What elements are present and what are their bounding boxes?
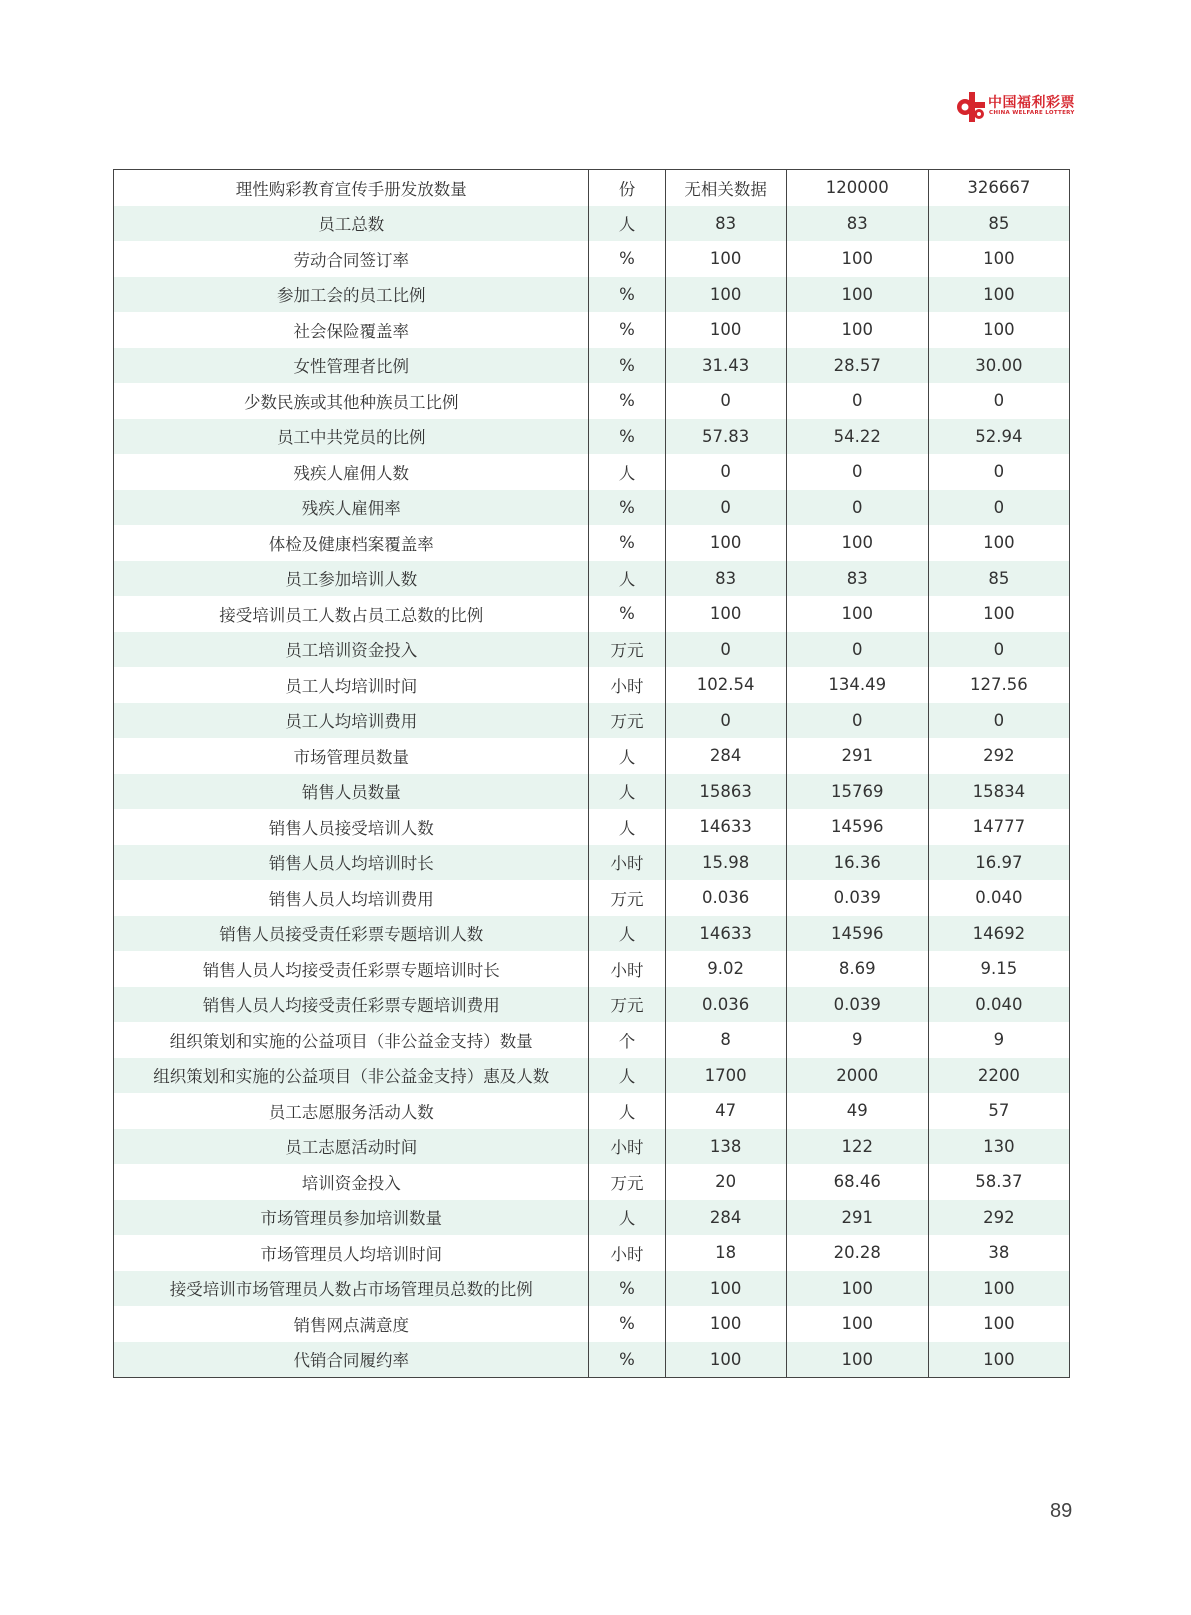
value-cell-col1: 57.83 [665, 419, 786, 455]
unit-cell: 份 [589, 170, 665, 206]
value-cell-col2: 14596 [786, 809, 928, 845]
table-row [114, 1306, 1070, 1342]
table-row [114, 1129, 1070, 1165]
value-cell-col2: 16.36 [786, 845, 928, 881]
value-cell-col3: 85 [928, 561, 1069, 597]
value-cell-col3: 30.00 [928, 348, 1069, 384]
table-row [114, 774, 1070, 810]
metric-name-cell: 市场管理员人均培训时间 [114, 1235, 589, 1271]
value-cell-col3: 326667 [928, 170, 1069, 206]
value-cell-col3: 9 [928, 1022, 1069, 1058]
metric-name-cell: 体检及健康档案覆盖率 [114, 525, 589, 561]
indicator-table [113, 169, 1070, 1378]
value-cell-col2: 0 [786, 454, 928, 490]
table-row [114, 667, 1070, 703]
metric-name-cell: 员工人均培训费用 [114, 703, 589, 739]
value-cell-col2: 14596 [786, 916, 928, 952]
value-cell-col1: 15863 [665, 774, 786, 810]
unit-cell: % [589, 1342, 665, 1378]
table-row [114, 703, 1070, 739]
value-cell-col1: 284 [665, 738, 786, 774]
table-row [114, 1235, 1070, 1271]
value-cell-col3: 0 [928, 632, 1069, 668]
table-row [114, 1342, 1070, 1378]
metric-name-cell: 销售人员接受培训人数 [114, 809, 589, 845]
value-cell-col2: 100 [786, 1271, 928, 1307]
value-cell-col2: 0.039 [786, 880, 928, 916]
metric-name-cell: 销售人员数量 [114, 774, 589, 810]
value-cell-col1: 100 [665, 312, 786, 348]
value-cell-col2: 9 [786, 1022, 928, 1058]
unit-cell: 小时 [589, 1129, 665, 1165]
metric-name-cell: 理性购彩教育宣传手册发放数量 [114, 170, 589, 206]
value-cell-col3: 0 [928, 703, 1069, 739]
value-cell-col1: 9.02 [665, 951, 786, 987]
metric-name-cell: 市场管理员数量 [114, 738, 589, 774]
value-cell-col1: 15.98 [665, 845, 786, 881]
table-row [114, 1022, 1070, 1058]
lottery-emblem-icon [955, 90, 987, 124]
metric-name-cell: 员工中共党员的比例 [114, 419, 589, 455]
page-number: 89 [1050, 1500, 1073, 1522]
unit-cell: % [589, 596, 665, 632]
value-cell-col3: 9.15 [928, 951, 1069, 987]
value-cell-col3: 38 [928, 1235, 1069, 1271]
value-cell-col2: 291 [786, 1200, 928, 1236]
unit-cell: 人 [589, 206, 665, 242]
metric-name-cell: 销售人员人均培训费用 [114, 880, 589, 916]
value-cell-col3: 0 [928, 383, 1069, 419]
unit-cell: % [589, 419, 665, 455]
value-cell-col2: 2000 [786, 1058, 928, 1094]
value-cell-col1: 47 [665, 1093, 786, 1129]
unit-cell: 人 [589, 1093, 665, 1129]
value-cell-col2: 68.46 [786, 1164, 928, 1200]
value-cell-col3: 0.040 [928, 987, 1069, 1023]
value-cell-col3: 0 [928, 490, 1069, 526]
value-cell-col2: 0 [786, 383, 928, 419]
value-cell-col1: 100 [665, 277, 786, 313]
value-cell-col1: 100 [665, 1306, 786, 1342]
table-row [114, 419, 1070, 455]
value-cell-col3: 14777 [928, 809, 1069, 845]
value-cell-col3: 100 [928, 241, 1069, 277]
value-cell-col1: 100 [665, 525, 786, 561]
table-row [114, 738, 1070, 774]
value-cell-col3: 16.97 [928, 845, 1069, 881]
unit-cell: 万元 [589, 987, 665, 1023]
unit-cell: % [589, 1306, 665, 1342]
metric-name-cell: 销售人员接受责任彩票专题培训人数 [114, 916, 589, 952]
china-welfare-lottery-logo [955, 90, 1080, 126]
value-cell-col1: 100 [665, 1271, 786, 1307]
metric-name-cell: 劳动合同签订率 [114, 241, 589, 277]
metric-name-cell: 员工人均培训时间 [114, 667, 589, 703]
value-cell-col1: 0 [665, 490, 786, 526]
table-row [114, 1058, 1070, 1094]
value-cell-col3: 292 [928, 1200, 1069, 1236]
table-row [114, 383, 1070, 419]
value-cell-col3: 100 [928, 596, 1069, 632]
value-cell-col1: 18 [665, 1235, 786, 1271]
value-cell-col1: 284 [665, 1200, 786, 1236]
table-row [114, 809, 1070, 845]
table-row [114, 348, 1070, 384]
value-cell-col3: 292 [928, 738, 1069, 774]
value-cell-col1: 0 [665, 703, 786, 739]
value-cell-col2: 100 [786, 277, 928, 313]
metric-name-cell: 销售网点满意度 [114, 1306, 589, 1342]
table-row [114, 987, 1070, 1023]
unit-cell: 小时 [589, 951, 665, 987]
metric-name-cell: 销售人员人均接受责任彩票专题培训费用 [114, 987, 589, 1023]
value-cell-col3: 14692 [928, 916, 1069, 952]
value-cell-col1: 0.036 [665, 987, 786, 1023]
table-row [114, 880, 1070, 916]
value-cell-col2: 100 [786, 1342, 928, 1378]
unit-cell: % [589, 490, 665, 526]
unit-cell: 人 [589, 1200, 665, 1236]
metric-name-cell: 员工志愿服务活动人数 [114, 1093, 589, 1129]
unit-cell: % [589, 241, 665, 277]
value-cell-col1: 0 [665, 383, 786, 419]
unit-cell: 万元 [589, 703, 665, 739]
unit-cell: % [589, 348, 665, 384]
unit-cell: 人 [589, 1058, 665, 1094]
value-cell-col1: 14633 [665, 809, 786, 845]
unit-cell: 人 [589, 561, 665, 597]
value-cell-col3: 100 [928, 1342, 1069, 1378]
unit-cell: 小时 [589, 667, 665, 703]
metric-name-cell: 员工培训资金投入 [114, 632, 589, 668]
table-row [114, 490, 1070, 526]
metric-name-cell: 参加工会的员工比例 [114, 277, 589, 313]
value-cell-col1: 8 [665, 1022, 786, 1058]
value-cell-col2: 100 [786, 1306, 928, 1342]
unit-cell: 万元 [589, 632, 665, 668]
value-cell-col3: 85 [928, 206, 1069, 242]
metric-name-cell: 员工志愿活动时间 [114, 1129, 589, 1165]
unit-cell: % [589, 312, 665, 348]
value-cell-col2: 0 [786, 632, 928, 668]
table-row [114, 525, 1070, 561]
value-cell-col3: 52.94 [928, 419, 1069, 455]
value-cell-col2: 100 [786, 241, 928, 277]
unit-cell: 人 [589, 916, 665, 952]
unit-cell: % [589, 525, 665, 561]
value-cell-col1: 100 [665, 596, 786, 632]
value-cell-col1: 1700 [665, 1058, 786, 1094]
value-cell-col3: 100 [928, 1271, 1069, 1307]
value-cell-col2: 49 [786, 1093, 928, 1129]
value-cell-col1: 0.036 [665, 880, 786, 916]
indicator-table-body [114, 170, 1070, 1378]
value-cell-col2: 120000 [786, 170, 928, 206]
value-cell-col3: 100 [928, 525, 1069, 561]
metric-name-cell: 销售人员人均培训时长 [114, 845, 589, 881]
value-cell-col2: 15769 [786, 774, 928, 810]
value-cell-col3: 2200 [928, 1058, 1069, 1094]
value-cell-col3: 127.56 [928, 667, 1069, 703]
value-cell-col1: 83 [665, 206, 786, 242]
value-cell-col2: 8.69 [786, 951, 928, 987]
value-cell-col1: 20 [665, 1164, 786, 1200]
value-cell-col3: 58.37 [928, 1164, 1069, 1200]
unit-cell: % [589, 383, 665, 419]
table-row [114, 312, 1070, 348]
metric-name-cell: 残疾人雇佣人数 [114, 454, 589, 490]
value-cell-col2: 83 [786, 206, 928, 242]
table-row [114, 1164, 1070, 1200]
value-cell-col2: 28.57 [786, 348, 928, 384]
unit-cell: 人 [589, 774, 665, 810]
value-cell-col3: 100 [928, 277, 1069, 313]
value-cell-col2: 0.039 [786, 987, 928, 1023]
unit-cell: 人 [589, 454, 665, 490]
table-row [114, 916, 1070, 952]
value-cell-col1: 0 [665, 454, 786, 490]
unit-cell: 小时 [589, 845, 665, 881]
metric-name-cell: 销售人员人均接受责任彩票专题培训时长 [114, 951, 589, 987]
value-cell-col3: 15834 [928, 774, 1069, 810]
value-cell-col1: 138 [665, 1129, 786, 1165]
table-row [114, 170, 1070, 206]
table-row [114, 561, 1070, 597]
table-row [114, 454, 1070, 490]
table-row [114, 206, 1070, 242]
value-cell-col3: 100 [928, 1306, 1069, 1342]
metric-name-cell: 接受培训市场管理员人数占市场管理员总数的比例 [114, 1271, 589, 1307]
table-row [114, 845, 1070, 881]
metric-name-cell: 员工总数 [114, 206, 589, 242]
value-cell-col1: 31.43 [665, 348, 786, 384]
value-cell-col2: 134.49 [786, 667, 928, 703]
value-cell-col3: 100 [928, 312, 1069, 348]
table-row [114, 1093, 1070, 1129]
value-cell-col2: 122 [786, 1129, 928, 1165]
value-cell-col1: 100 [665, 1342, 786, 1378]
metric-name-cell: 代销合同履约率 [114, 1342, 589, 1378]
table-row [114, 951, 1070, 987]
metric-name-cell: 组织策划和实施的公益项目（非公益金支持）数量 [114, 1022, 589, 1058]
metric-name-cell: 培训资金投入 [114, 1164, 589, 1200]
table-row [114, 1200, 1070, 1236]
unit-cell: % [589, 277, 665, 313]
metric-name-cell: 员工参加培训人数 [114, 561, 589, 597]
metric-name-cell: 组织策划和实施的公益项目（非公益金支持）惠及人数 [114, 1058, 589, 1094]
value-cell-col3: 0.040 [928, 880, 1069, 916]
unit-cell: 小时 [589, 1235, 665, 1271]
value-cell-col3: 130 [928, 1129, 1069, 1165]
value-cell-col2: 0 [786, 703, 928, 739]
table-row [114, 241, 1070, 277]
value-cell-col2: 100 [786, 596, 928, 632]
metric-name-cell: 女性管理者比例 [114, 348, 589, 384]
value-cell-col2: 100 [786, 312, 928, 348]
value-cell-col1: 14633 [665, 916, 786, 952]
logo-title-cn: 中国福利彩票 [988, 95, 1075, 111]
value-cell-col3: 57 [928, 1093, 1069, 1129]
metric-name-cell: 残疾人雇佣率 [114, 490, 589, 526]
unit-cell: % [589, 1271, 665, 1307]
value-cell-col3: 0 [928, 454, 1069, 490]
metric-name-cell: 市场管理员参加培训数量 [114, 1200, 589, 1236]
value-cell-col2: 83 [786, 561, 928, 597]
value-cell-col1: 100 [665, 241, 786, 277]
metric-name-cell: 少数民族或其他种族员工比例 [114, 383, 589, 419]
metric-name-cell: 接受培训员工人数占员工总数的比例 [114, 596, 589, 632]
value-cell-col1: 102.54 [665, 667, 786, 703]
metric-name-cell: 社会保险覆盖率 [114, 312, 589, 348]
table-row [114, 277, 1070, 313]
unit-cell: 人 [589, 809, 665, 845]
logo-title-en: CHINA WELFARE LOTTERY [989, 110, 1075, 116]
table-row [114, 1271, 1070, 1307]
value-cell-col2: 20.28 [786, 1235, 928, 1271]
table-row [114, 596, 1070, 632]
unit-cell: 个 [589, 1022, 665, 1058]
unit-cell: 人 [589, 738, 665, 774]
value-cell-col2: 291 [786, 738, 928, 774]
unit-cell: 万元 [589, 880, 665, 916]
value-cell-col1: 83 [665, 561, 786, 597]
value-cell-col1: 0 [665, 632, 786, 668]
value-cell-col2: 0 [786, 490, 928, 526]
unit-cell: 万元 [589, 1164, 665, 1200]
value-cell-col1: 无相关数据 [665, 170, 786, 206]
value-cell-col2: 100 [786, 525, 928, 561]
value-cell-col2: 54.22 [786, 419, 928, 455]
table-row [114, 632, 1070, 668]
